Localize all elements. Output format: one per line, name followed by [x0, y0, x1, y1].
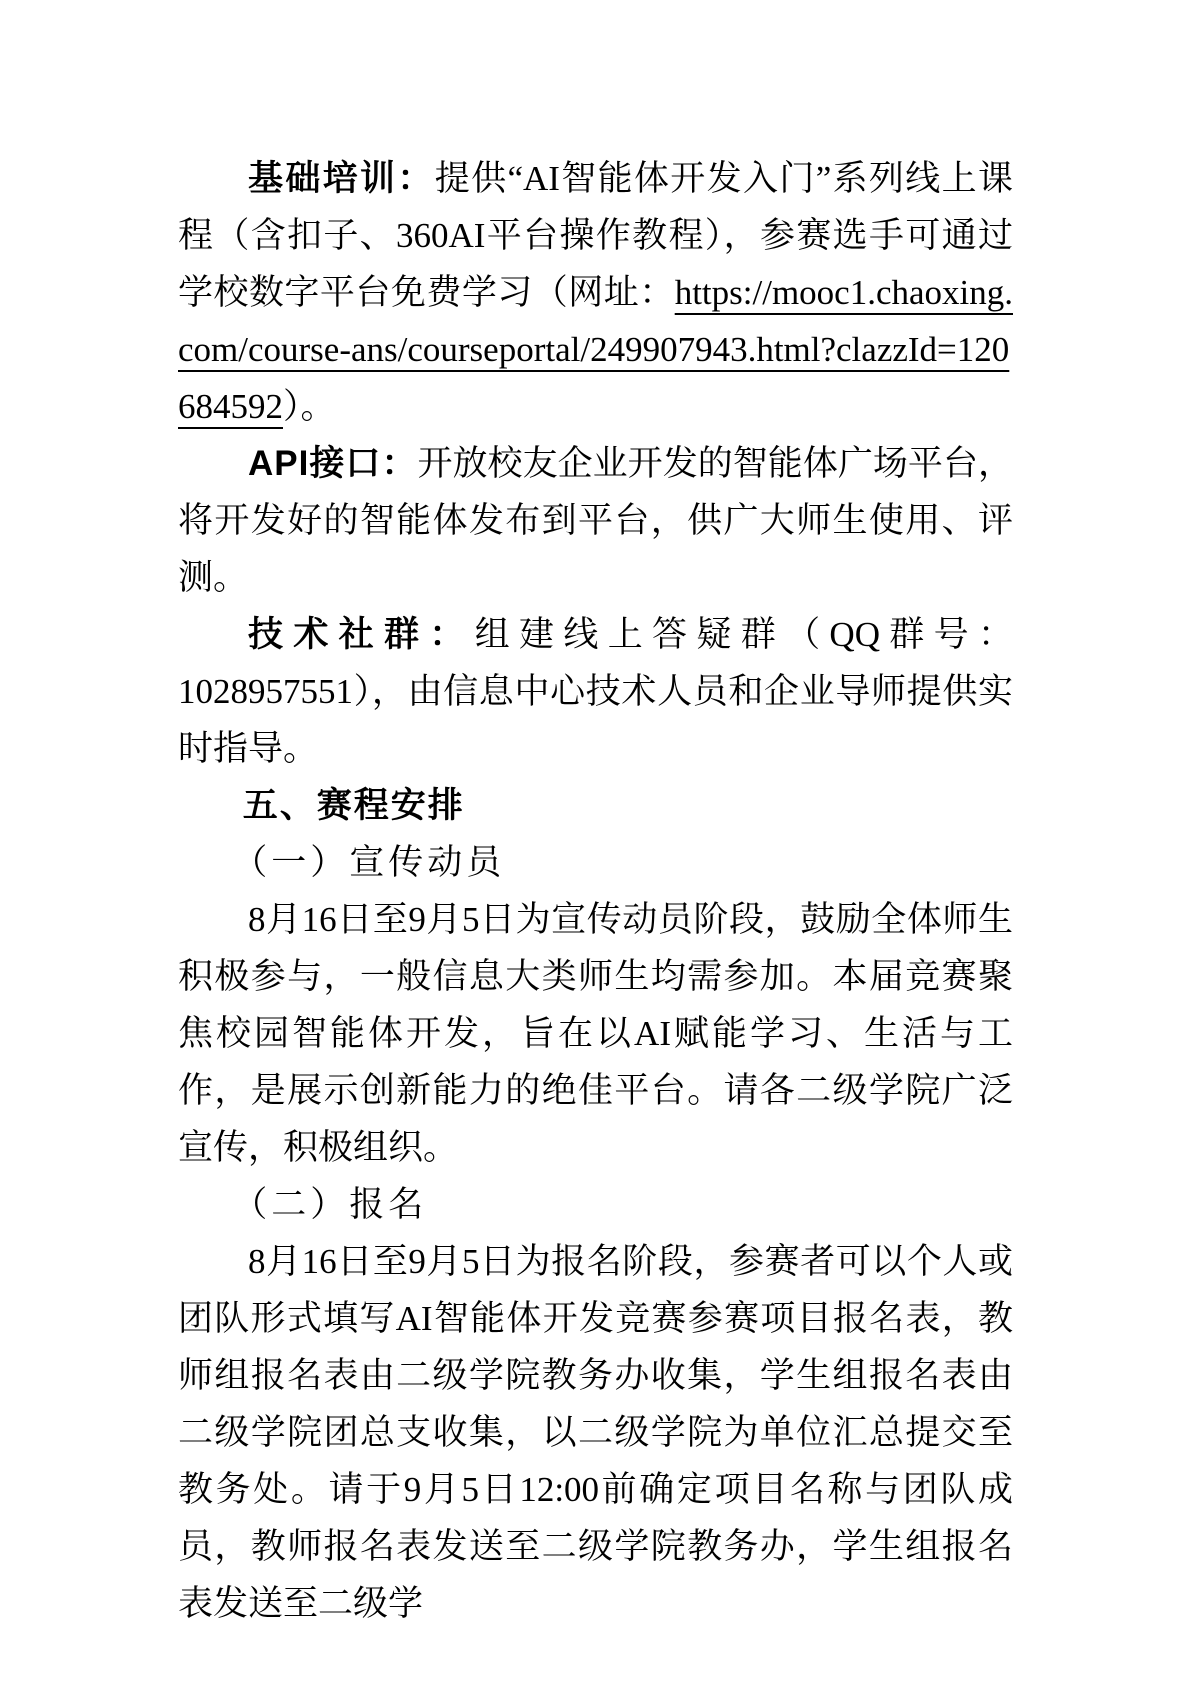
- api-label: API接口：: [248, 444, 418, 483]
- course-url-link[interactable]: https://mooc1.chaoxing.com/course-ans/courseportal/249907943.html?clazzId=120684592: [178, 273, 1013, 426]
- paragraph-registration: 8月16日至9月5日为报名阶段，参赛者可以个人或团队形式填写AI智能体开发竞赛参赛项目报名表，教师组报名表由二级学院教务办收集，学生组报名表由二级学院团总支收集，以二级学院为单位汇总提交至教务处。请于9月5日12:00前确定项目名称与团队成员，教师报名表发送至二级学院教务办，学生组报名表发送至二级学: [178, 1242, 1013, 1623]
- paragraph-mobilization: 8月16日至9月5日为宣传动员阶段，鼓励全体师生积极参与，一般信息大类师生均需参加。本届竞赛聚焦校园智能体开发，旨在以AI赋能学习、生活与工作，是展示创新能力的绝佳平台。请各二级学院广泛宣传，积极组织。: [178, 900, 1013, 1167]
- paragraph-api: [178, 435, 1013, 606]
- paragraph-basic-training: [178, 150, 1013, 435]
- basic-training-label: 基础培训：: [248, 159, 435, 198]
- subheading-mobilization: （一）宣传动员: [232, 843, 506, 882]
- basic-training-text: 提供“AI智能体开发入门”系列线上课程（含扣子、360AI平台操作教程），参赛选手可通过学校数字平台免费学习（网址：: [178, 159, 1013, 312]
- api-text: 开放校友企业开发的智能体广场平台，将开发好的智能体发布到平台，供广大师生使用、评测。: [178, 444, 1013, 597]
- community-label: 技术社群：: [248, 615, 475, 654]
- subheading-registration: （二）报名: [232, 1185, 428, 1224]
- section-heading-schedule: 五、赛程安排: [242, 786, 465, 825]
- basic-training-tail: ）。: [283, 387, 336, 426]
- community-text: 组建线上答疑群（QQ群号： 1028957551），由信息中心技术人员和企业导师提供实时指导。: [178, 615, 1013, 768]
- paragraph-community: [178, 606, 1013, 777]
